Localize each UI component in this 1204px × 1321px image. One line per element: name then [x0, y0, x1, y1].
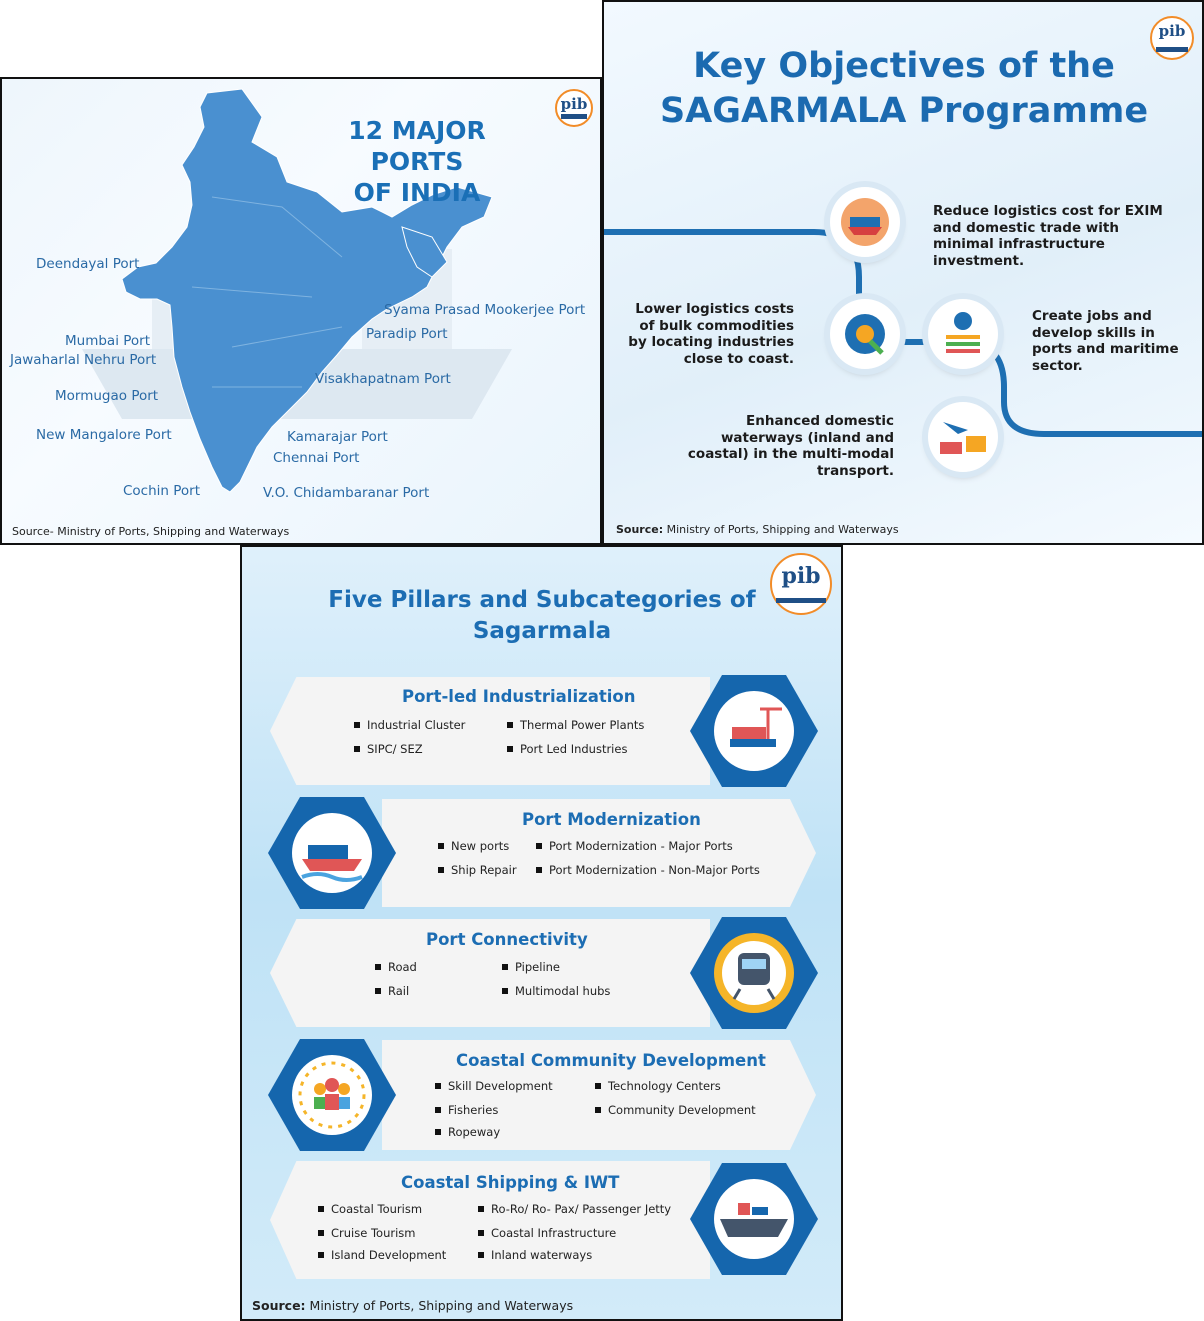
- pillar-item: Inland waterways: [478, 1248, 592, 1262]
- trade-ship-icon: [830, 187, 900, 257]
- pillar-item: Ro-Ro/ Ro- Pax/ Passenger Jetty: [478, 1202, 671, 1216]
- pillar-item: Coastal Tourism: [318, 1202, 422, 1216]
- pillar-item: Ship Repair: [438, 863, 517, 877]
- port-label: Kamarajar Port: [287, 429, 388, 445]
- pillar-item: Thermal Power Plants: [507, 718, 644, 732]
- port-label: Visakhapatnam Port: [315, 371, 451, 387]
- port-label: Paradip Port: [366, 326, 448, 342]
- pib-logo: pib: [555, 89, 593, 127]
- multimodal-transport-icon: [928, 402, 998, 472]
- pillar-item: Port Modernization - Non-Major Ports: [536, 863, 760, 877]
- jobs-skills-icon: [928, 299, 998, 369]
- pillar-title: Port-led Industrialization: [402, 687, 636, 706]
- pillars-source: Source: Ministry of Ports, Shipping and Waterways: [252, 1298, 574, 1313]
- pillar-item: Coastal Infrastructure: [478, 1226, 616, 1240]
- port-label: Mumbai Port: [65, 333, 151, 349]
- pib-logo: pib: [770, 553, 832, 615]
- industry-tools-icon: [830, 299, 900, 369]
- cargo-ship-icon: [690, 1163, 818, 1275]
- pillar-item: Rail: [375, 984, 409, 998]
- objective-4-text: Enhanced domestic waterways (inland and coastal) in the multi-modal transport.: [687, 413, 894, 479]
- pillar-title: Port Connectivity: [426, 930, 588, 949]
- ship-port-icon: [268, 797, 396, 909]
- objectives-title: Key Objectives of the SAGARMALA Programme: [659, 46, 1149, 131]
- port-label: Deendayal Port: [36, 256, 140, 272]
- pillar-item: SIPC/ SEZ: [354, 742, 423, 756]
- port-crane-icon: [690, 675, 818, 787]
- port-label: Mormugao Port: [55, 388, 159, 404]
- pillar-item: Ropeway: [435, 1125, 500, 1139]
- five-pillars-panel: [240, 545, 843, 1321]
- port-label: Chennai Port: [273, 450, 360, 466]
- port-label: V.O. Chidambaranar Port: [263, 485, 430, 501]
- pillar-item: Road: [375, 960, 417, 974]
- pillar-item: Fisheries: [435, 1103, 498, 1117]
- pillar-title: Coastal Community Development: [456, 1051, 766, 1070]
- objective-2-text: Lower logistics costs of bulk commodities by locating industries close to coast.: [628, 301, 794, 367]
- objectives-source: Source: Ministry of Ports, Shipping and Waterways: [616, 523, 899, 536]
- pillar-item: Island Development: [318, 1248, 446, 1262]
- objective-3-text: Create jobs and develop skills in ports and maritime sector.: [1032, 308, 1179, 374]
- major-ports-map-panel: [0, 77, 602, 545]
- pillar-item: Community Development: [595, 1103, 756, 1117]
- pillar-title: Port Modernization: [522, 810, 701, 829]
- pillar-item: Port Modernization - Major Ports: [536, 839, 733, 853]
- pillar-title: Coastal Shipping & IWT: [401, 1173, 620, 1192]
- key-objectives-panel: [602, 0, 1204, 545]
- pillar-item: Port Led Industries: [507, 742, 627, 756]
- pillar-item: Industrial Cluster: [354, 718, 465, 732]
- map-source: Source- Ministry of Ports, Shipping and Waterways: [12, 525, 290, 538]
- pillar-item: New ports: [438, 839, 509, 853]
- pib-logo: pib: [1150, 16, 1194, 60]
- pillar-item: Cruise Tourism: [318, 1226, 415, 1240]
- train-icon: [690, 917, 818, 1029]
- pillars-title: Five Pillars and Subcategories of Sagarmala: [328, 587, 756, 644]
- pillar-item: Pipeline: [502, 960, 560, 974]
- community-people-icon: [268, 1039, 396, 1151]
- port-label: Jawaharlal Nehru Port: [10, 352, 157, 368]
- pillar-item: Technology Centers: [595, 1079, 721, 1093]
- pillar-item: Multimodal hubs: [502, 984, 610, 998]
- pillar-item: Skill Development: [435, 1079, 553, 1093]
- port-label: Cochin Port: [123, 483, 201, 499]
- objective-1-text: Reduce logistics cost for EXIM and domestic trade with minimal infrastructure investment.: [933, 203, 1163, 269]
- port-label: Syama Prasad Mookerjee Port: [384, 302, 586, 318]
- port-label: New Mangalore Port: [36, 427, 172, 443]
- map-title: 12 MAJOR PORTS OF INDIA: [348, 116, 486, 207]
